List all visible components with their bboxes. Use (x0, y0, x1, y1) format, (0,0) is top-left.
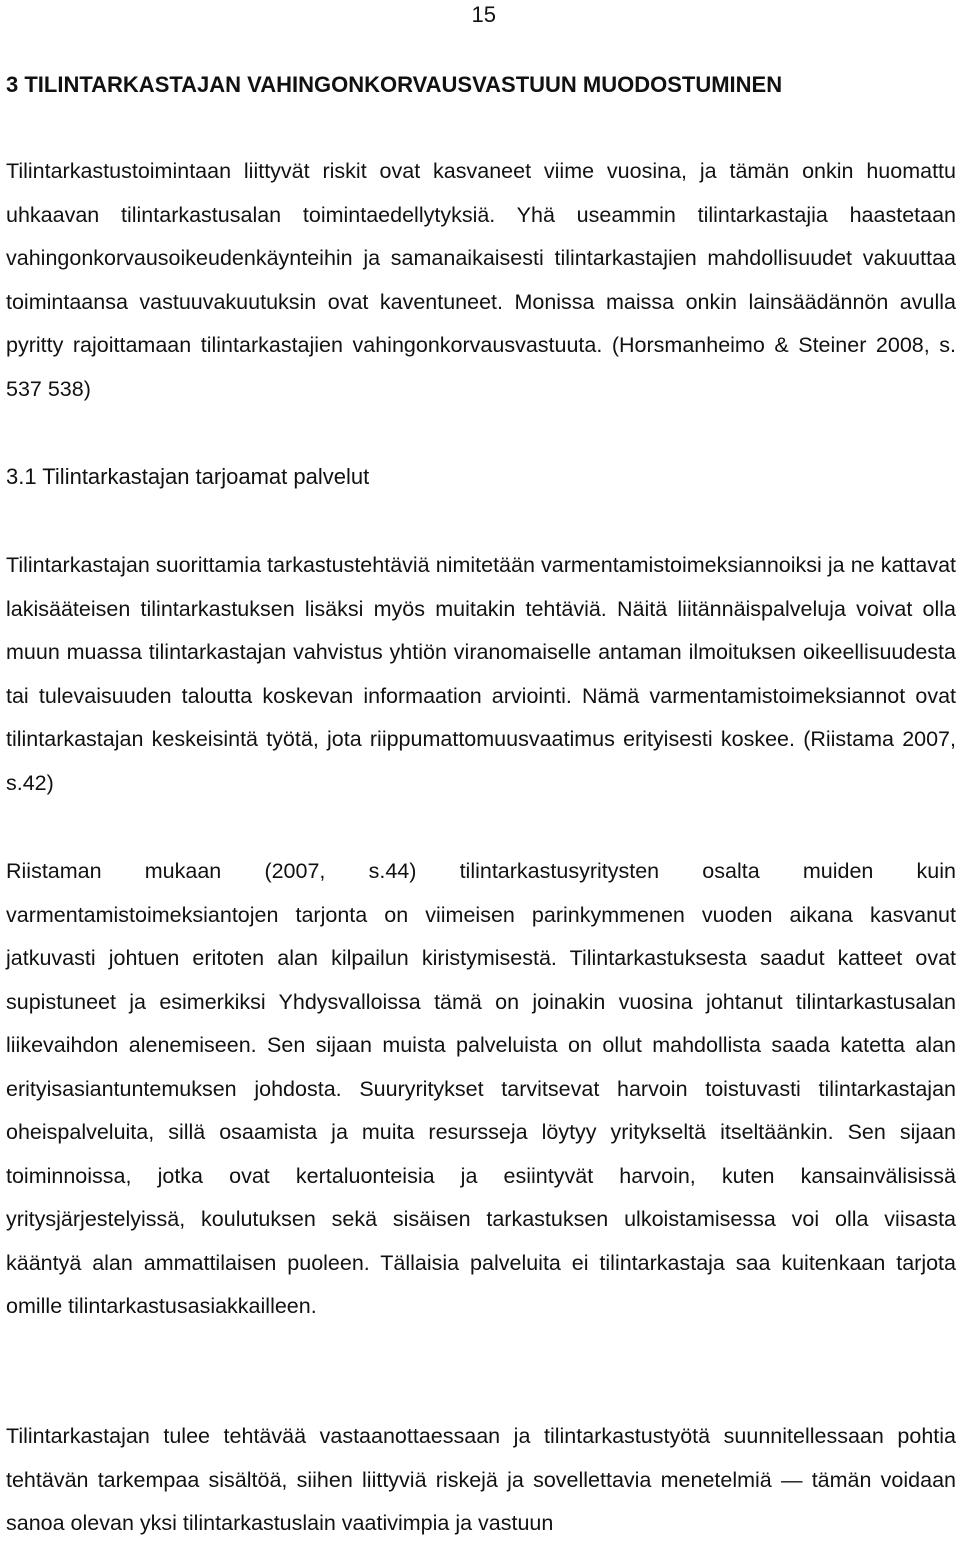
section-title: 3.1 Tilintarkastajan tarjoamat palvelut (6, 464, 370, 489)
paragraph-4: Tilintarkastajan tulee tehtävää vastaanottaessaan ja tilintarkastustyötä suunnitellessaan pohtia tehtävän tarkempaa sisältöä, siihen liittyviä riskejä ja sovellettavia menetelmiä — tämän voidaan sanoa olevan yksi tilintarkastuslain vaativimpia ja vastuun (6, 1424, 956, 1535)
chapter-title: 3 TILINTARKASTAJAN VAHINGONKORVAUSVASTUUN MUODOSTUMINEN (6, 72, 783, 97)
paragraph-3: Riistaman mukaan (2007, s.44) tilintarkastusyritysten osalta muiden kuin varmentamistoimeksiantojen tarjonta on viimeisen parinkymmenen vuoden aikana kasvanut jatkuvasti johtuen eritoten alan kilpailun kiristymisestä. Tilintarkastuksesta saadut katteet ovat supistuneet ja esimerkiksi Yhdysvalloissa tämä on joinakin vuosina johtanut tilintarkastusalan liikevaihdon alenemiseen. Sen sijaan muista palveluista on ollut mahdollista saada katetta alan erityisasiantuntemuksen johdosta. Suuryritykset tarvitsevat harvoin toistuvasti tilintarkastajan oheispalveluita, sillä osaamista ja muita resursseja löytyy yritykseltä itseltäänkin. Sen sijaan toiminnoissa, jotka ovat kertaluonteisia ja esiintyvät harvoin, kuten kansainvälisissä yritysjärjestelyissä, koulutuksen sekä sisäisen tarkastuksen ulkoistamisessa voi olla viisasta kääntyä alan ammattilaisen puoleen. Tällaisia palveluita ei tilintarkastaja saa kuitenkaan tarjota omille tilintarkastusasiakkailleen. (6, 859, 956, 1318)
paragraph-1: Tilintarkastustoimintaan liittyvät riskit ovat kasvaneet viime vuosina, ja tämän onkin huomattu uhkaavan tilintarkastusalan toimintaedellytyksiä. Yhä useammin tilintarkastajia haastetaan vahingonkorvausoikeudenkäynteihin ja samanaikaisesti tilintarkastajien mahdollisuudet vakuuttaa toimintaansa vastuuvakuutuksin ovat kaventuneet. Monissa maissa onkin lainsäädännön avulla pyritty rajoittamaan tilintarkastajien vahingonkorvausvastuuta. (Horsmanheimo & Steiner 2008, s. 537 538) (6, 159, 956, 401)
page-number: 15 (471, 2, 496, 27)
paragraph-2: Tilintarkastajan suorittamia tarkastustehtäviä nimitetään varmentamistoimeksiannoiksi ja ne kattavat lakisääteisen tilintarkastuksen lisäksi myös muitakin tehtäviä. Näitä liitännäispalveluja voivat olla muun muassa tilintarkastajan vahvistus yhtiön viranomaiselle antaman ilmoituksen oikeellisuudesta tai tulevaisuuden taloutta koskevan informaation arviointi. Nämä varmentamistoimeksiannot ovat tilintarkastajan keskeisintä työtä, jota riippumattomuusvaatimus erityisesti koskee. (Riistama 2007, s.42) (6, 553, 956, 795)
